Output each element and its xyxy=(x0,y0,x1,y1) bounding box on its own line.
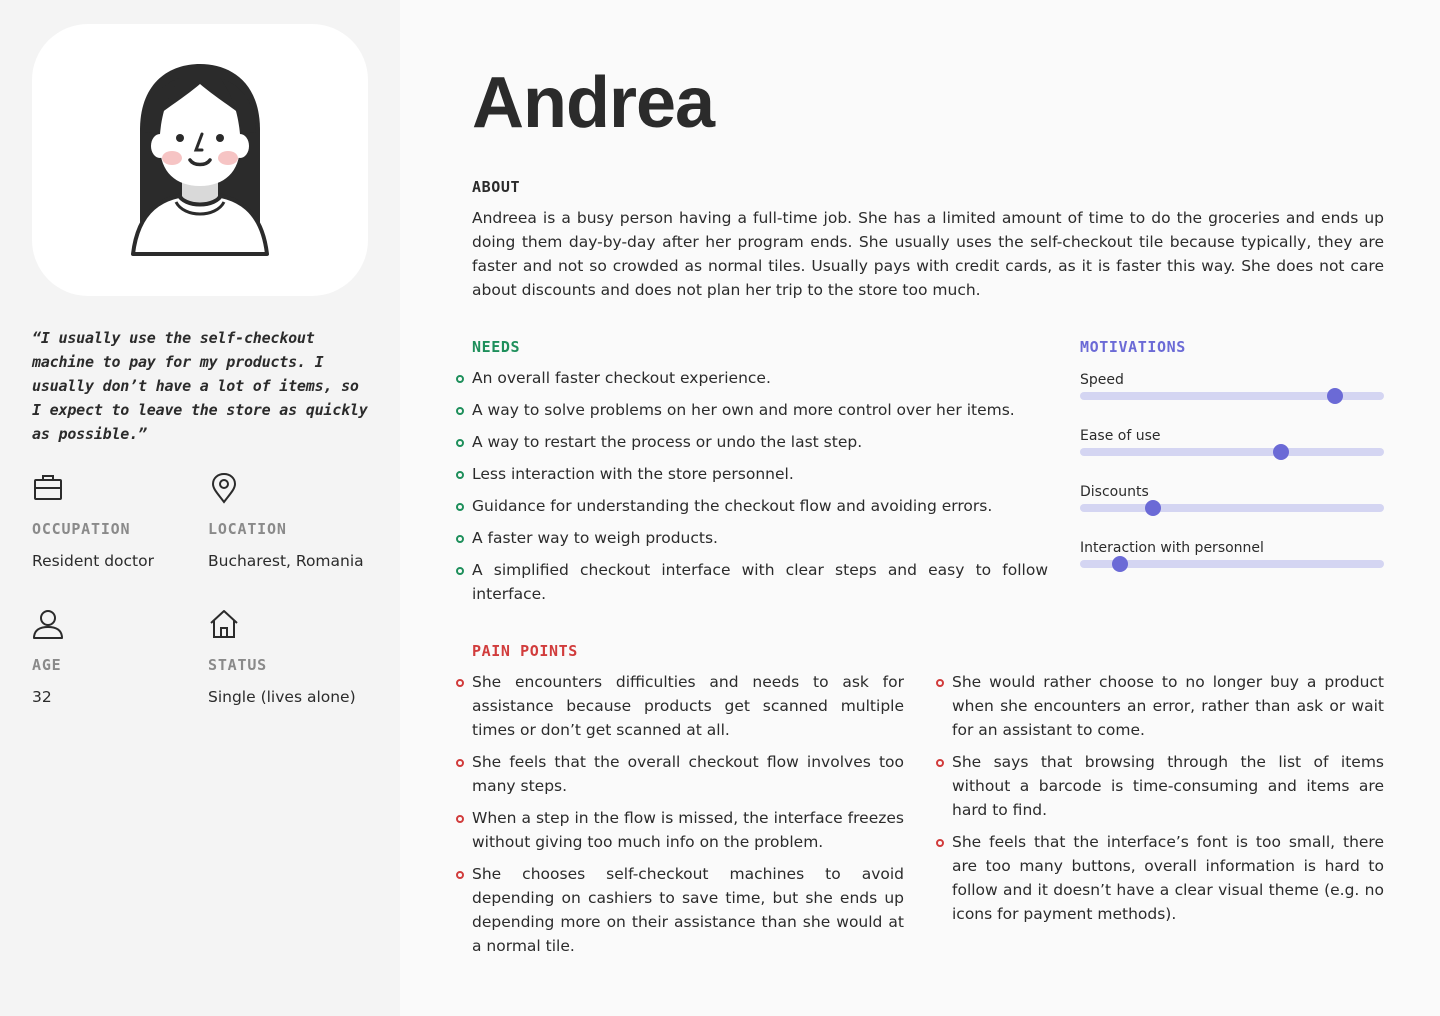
location-block xyxy=(208,472,384,570)
bullet-icon xyxy=(456,567,464,575)
occupation-value: Resident doctor xyxy=(32,552,154,570)
bullet-icon xyxy=(456,503,464,511)
pain-points-title: PAIN POINTS xyxy=(472,642,578,660)
bullet-icon xyxy=(936,759,944,767)
occupation-block xyxy=(32,472,208,570)
bullet-icon xyxy=(456,407,464,415)
slider-knob xyxy=(1327,388,1343,404)
persona-quote: “I usually use the self-checkout machine to pay for my products. I usually don’t have a lot of items, so I expect to leave the store as quickly as possible.” xyxy=(32,329,368,443)
bullet-icon xyxy=(456,871,464,879)
slider-track xyxy=(1080,504,1384,512)
bullet-icon xyxy=(456,375,464,383)
bullet-icon xyxy=(456,815,464,823)
motivation-slider-discounts xyxy=(1080,484,1384,524)
motivation-label: Discounts xyxy=(1080,484,1149,500)
motivation-slider-interaction xyxy=(1080,540,1384,580)
pain-points-list-left xyxy=(472,670,904,966)
age-value: 32 xyxy=(32,688,52,706)
pain-point-item: When a step in the flow is missed, the interface freezes without giving too much info on the problem. xyxy=(472,806,904,854)
briefcase-icon xyxy=(32,472,64,504)
bullet-icon xyxy=(936,679,944,687)
slider-knob xyxy=(1145,500,1161,516)
status-value: Single (lives alone) xyxy=(208,688,356,706)
slider-knob xyxy=(1112,556,1128,572)
bullet-icon xyxy=(456,759,464,767)
avatar-illustration xyxy=(130,62,270,258)
needs-item: A simplified checkout interface with clear steps and easy to follow interface. xyxy=(472,558,1048,606)
motivation-label: Ease of use xyxy=(1080,428,1161,444)
bullet-icon xyxy=(456,535,464,543)
needs-list xyxy=(472,366,1048,614)
occupation-label: OCCUPATION xyxy=(32,520,131,538)
needs-title: NEEDS xyxy=(472,338,521,356)
persona-sidebar xyxy=(0,0,400,1016)
about-text: Andreea is a busy person having a full-time job. She has a limited amount of time to do the groceries and ends up doing them day-by-day after her program ends. She usually uses the self-checkout tile because typically, they are faster and not so crowded as normal tiles. Usually pays with credit cards, as it is faster this way. She does not care about discounts and does not plan her trip to the store too much. xyxy=(472,209,1384,299)
status-label: STATUS xyxy=(208,656,267,674)
pain-point-item: She chooses self-checkout machines to avoid depending on cashiers to save time, but she ends up depending more on their assistance than she would at a normal tile. xyxy=(472,862,904,958)
pain-point-item: She would rather choose to no longer buy a product when she encounters an error, rather than ask or wait for an assistant to come. xyxy=(952,670,1384,742)
persona-name: Andrea xyxy=(472,63,715,143)
user-icon xyxy=(32,608,64,640)
slider-track xyxy=(1080,448,1384,456)
bullet-icon xyxy=(456,471,464,479)
avatar-card xyxy=(32,24,368,296)
status-block xyxy=(208,608,384,706)
location-label: LOCATION xyxy=(208,520,287,538)
about-title: ABOUT xyxy=(472,178,521,196)
motivation-label: Speed xyxy=(1080,372,1124,388)
needs-item: An overall faster checkout experience. xyxy=(472,366,1048,390)
bullet-icon xyxy=(936,839,944,847)
age-label: AGE xyxy=(32,656,62,674)
bullet-icon xyxy=(456,439,464,447)
slider-knob xyxy=(1273,444,1289,460)
needs-item: A way to solve problems on her own and more control over her items. xyxy=(472,398,1048,422)
needs-item: Less interaction with the store personnel. xyxy=(472,462,1048,486)
map-pin-icon xyxy=(208,472,240,504)
needs-item: Guidance for understanding the checkout flow and avoiding errors. xyxy=(472,494,1048,518)
home-icon xyxy=(208,608,240,640)
motivation-slider-speed xyxy=(1080,372,1384,412)
bullet-icon xyxy=(456,679,464,687)
motivation-slider-ease-of-use xyxy=(1080,428,1384,468)
pain-point-item: She says that browsing through the list of items without a barcode is time-consuming and items are hard to find. xyxy=(952,750,1384,822)
age-block xyxy=(32,608,208,706)
needs-item: A faster way to weigh products. xyxy=(472,526,1048,550)
pain-points-list-right xyxy=(952,670,1384,934)
pain-point-item: She encounters difficulties and needs to ask for assistance because products get scanned multiple times or don’t get scanned at all. xyxy=(472,670,904,742)
needs-item: A way to restart the process or undo the last step. xyxy=(472,430,1048,454)
motivation-label: Interaction with personnel xyxy=(1080,540,1264,556)
location-value: Bucharest, Romania xyxy=(208,552,364,570)
motivations-title: MOTIVATIONS xyxy=(1080,338,1186,356)
pain-point-item: She feels that the interface’s font is too small, there are too many buttons, overall information is hard to follow and it doesn’t have a clear visual theme (e.g. no icons for payment methods). xyxy=(952,830,1384,926)
pain-point-item: She feels that the overall checkout flow involves too many steps. xyxy=(472,750,904,798)
